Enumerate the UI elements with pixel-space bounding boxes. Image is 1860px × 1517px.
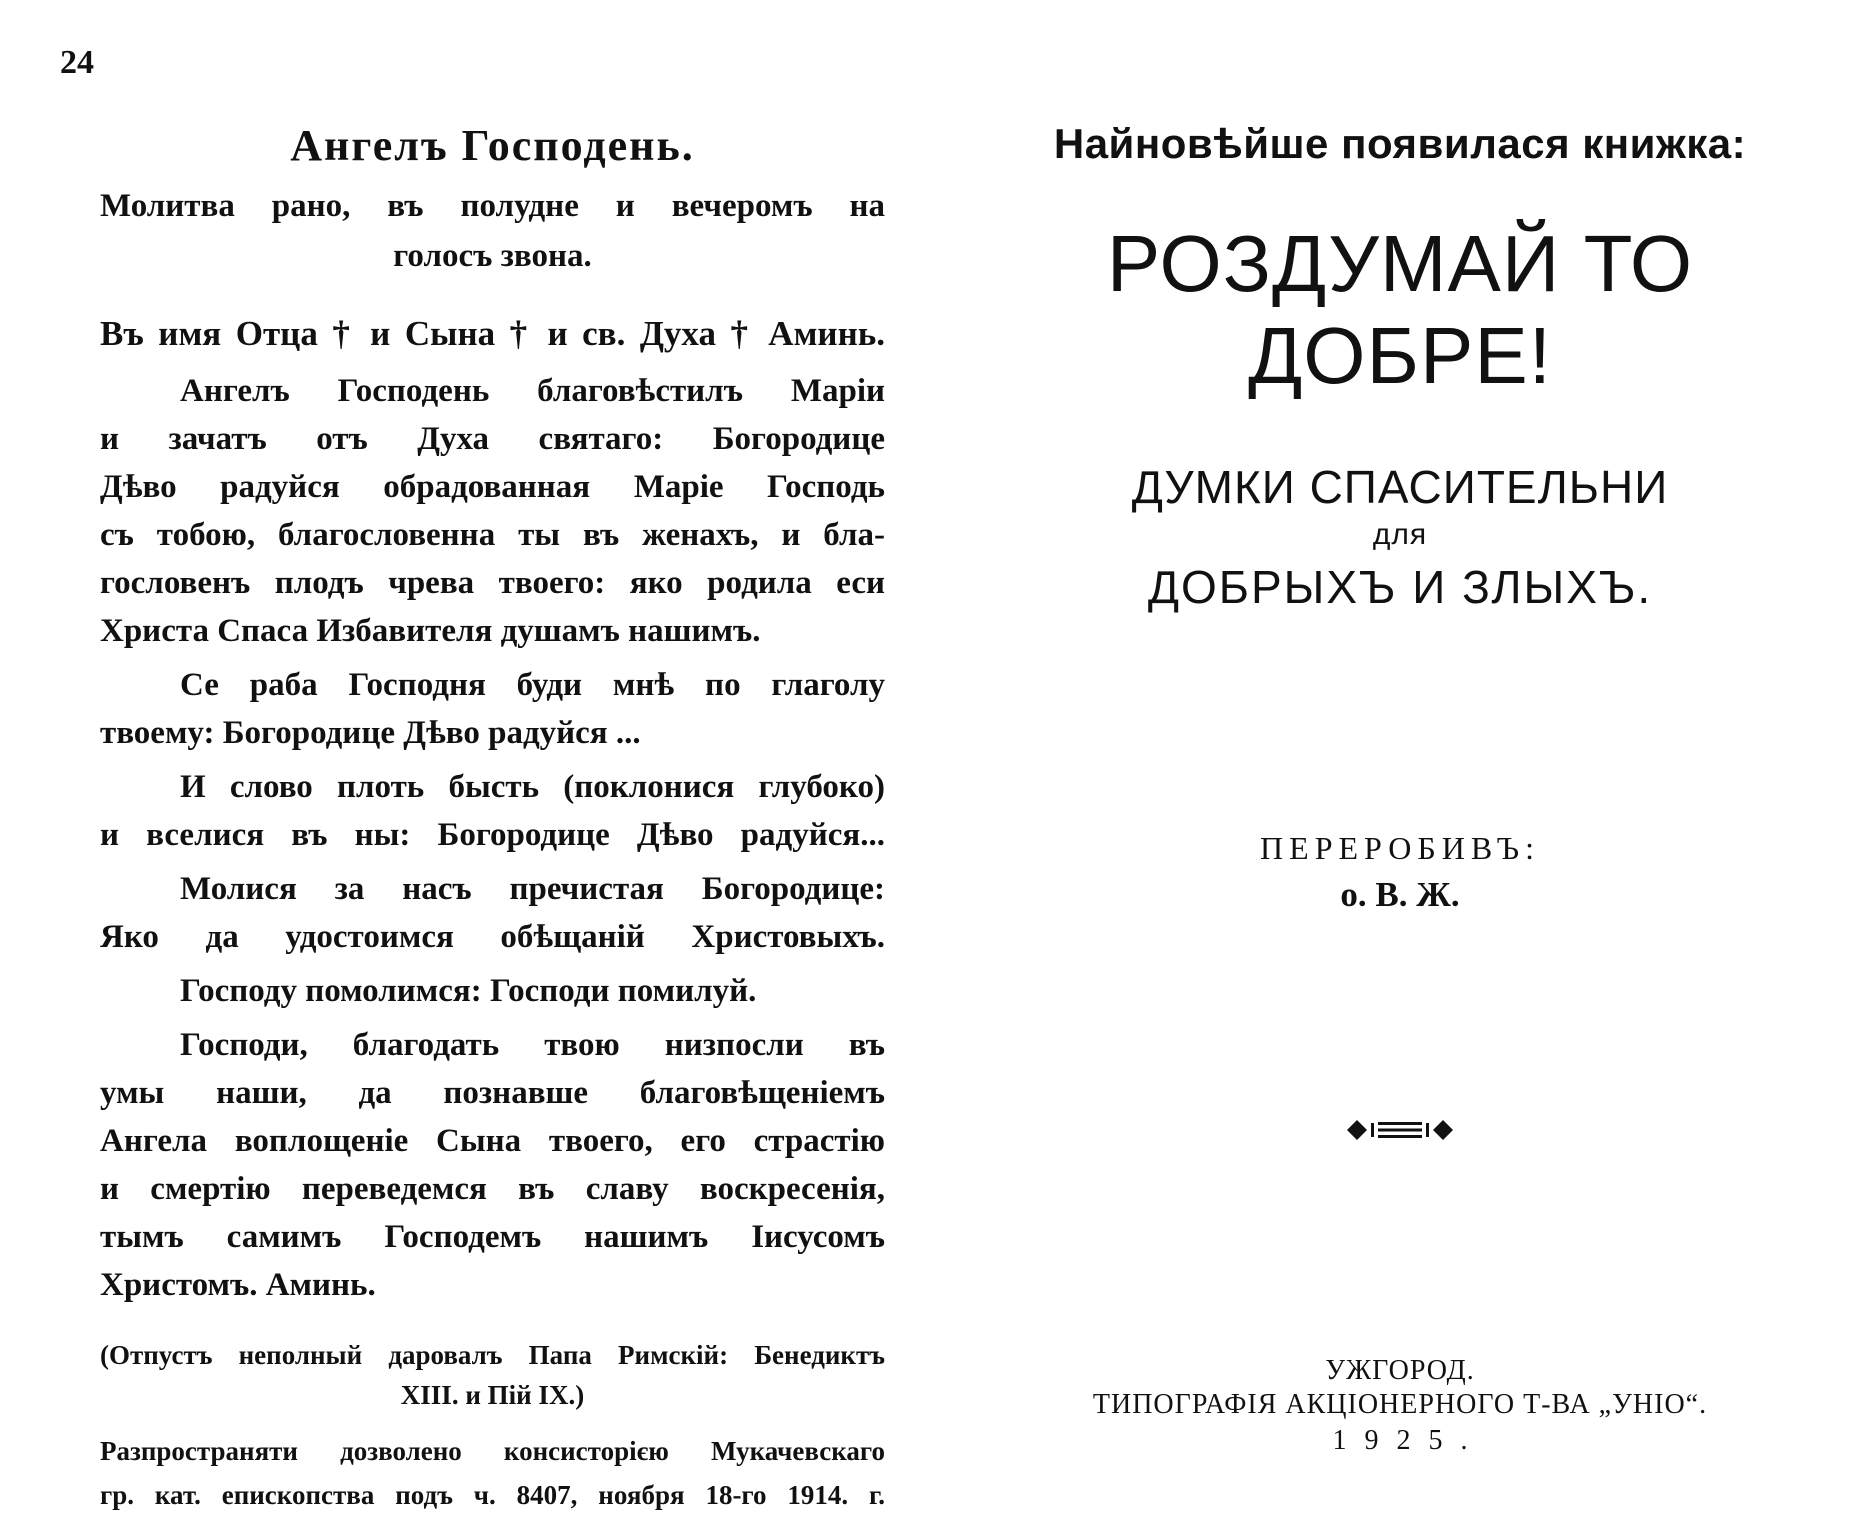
announcement-heading: Найновѣйше появилася книжка: (1053, 120, 1747, 167)
printer-name: ТИПОГРАФІЯ АКЦІОНЕРНОГО Т-ВА „УНІО“. (1092, 1389, 1708, 1420)
book-subtitle: ДУМКИ СПАСИТЕЛЬНИ (1131, 461, 1669, 513)
prayer-title: Ангелъ Господень. (290, 121, 695, 170)
prayer-line: и вселися въ ны: Богородице Дѣво радуйся... (100, 817, 885, 853)
prayer-line: Се раба Господня буди мнѣ по глаголу (180, 667, 885, 703)
publication-year: 1925. (1332, 1425, 1486, 1456)
left-page (100, 120, 885, 1517)
prayer-line: гословенъ плодъ чрева твоего: яко родила еси (100, 565, 885, 601)
book-subtitle: ДОБРЫХЪ И ЗЛЫХЪ. (1147, 561, 1653, 613)
author-name: о. В. Ж. (1340, 875, 1460, 914)
prayer-line: Господу помолимся: Господи помилуй. (180, 973, 757, 1009)
note-line: XIII. и Пій IX.) (400, 1380, 585, 1410)
prayer-line: и зачатъ отъ Духа святаго: Богородице (100, 421, 885, 457)
prayer-line: Яко да удостоимся обѣщаній Христовыхъ. (100, 919, 885, 955)
diamond-bar-ornament-icon (1345, 1115, 1455, 1145)
prayer-paragraph (100, 967, 885, 1015)
prayer-line: и смертію переведемся въ славу воскресенія, (100, 1171, 885, 1207)
prayer-subtitle-line: голосъ звона. (393, 238, 592, 274)
book-title: РОЗДУМАЙ ТО ДОБРЕ! (1106, 219, 1694, 400)
prayer-line: Молися за насъ пречистая Богородице: (180, 871, 885, 907)
prayer-paragraph (100, 661, 885, 757)
prayer-line: твоему: Богородице Дѣво радуйся ... (100, 715, 641, 751)
prayer-line: Христа Спаса Избавителя душамъ нашимъ. (100, 613, 761, 649)
prayer-line: съ тобою, благословенна ты въ женахъ, и бла- (100, 517, 885, 553)
book-subtitle-connector: для (1372, 518, 1428, 551)
permission-line: Разпространяти дозволено консисторією Мукачевскаго (100, 1436, 885, 1466)
prayer-line: Христомъ. Аминь. (100, 1267, 376, 1303)
right-page (960, 120, 1840, 1457)
prayer-paragraph (100, 865, 885, 961)
permission-note (100, 1429, 885, 1517)
prayer-subtitle-line: Молитва рано, въ полудне и вечеромъ на (100, 188, 885, 224)
prayer-paragraph (100, 1021, 885, 1309)
page-number: 24 (60, 44, 94, 81)
permission-line: гр. кат. епископства подъ ч. 8407, ноября 18-го 1914. г. (100, 1480, 885, 1510)
reworked-label: ПЕРЕРОБИВЪ: (1260, 830, 1540, 866)
prayer-opening: Въ имя Отца † и Сына † и св. Духа † Аминь. (100, 314, 885, 353)
prayer-line: Ангела воплощеніе Сына твоего, его страстію (100, 1123, 885, 1159)
prayer-line: Господи, благодать твою низпосли въ (180, 1027, 885, 1063)
publication-city: УЖГОРОД. (1325, 1355, 1475, 1386)
prayer-line: И слово плоть бысть (поклонися глубоко) (180, 769, 885, 805)
prayer-paragraph (100, 367, 885, 655)
prayer-line: Ангелъ Господень благовѣстилъ Маріи (180, 373, 885, 409)
indulgence-note (100, 1335, 885, 1415)
prayer-line: умы наши, да познавше благовѣщеніемъ (100, 1075, 885, 1111)
prayer-line: Дѣво радуйся обрадованная Маріе Господь (100, 469, 885, 505)
prayer-line: тымъ самимъ Господемъ нашимъ Іисусомъ (100, 1219, 885, 1255)
prayer-paragraph (100, 763, 885, 859)
note-line: (Отпустъ неполный даровалъ Папа Римскій: Бенедиктъ (100, 1340, 885, 1370)
prayer-subtitle (100, 181, 885, 281)
